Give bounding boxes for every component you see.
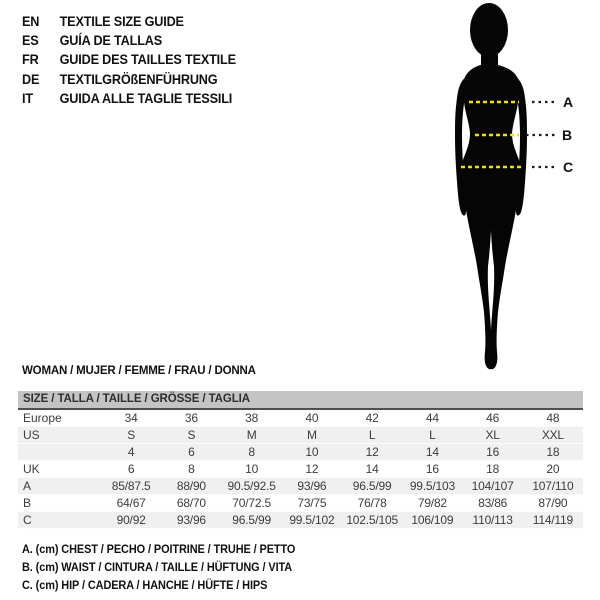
size-cell: 6 <box>127 462 135 476</box>
size-cell: 79/82 <box>417 496 447 510</box>
row-label: A <box>23 479 32 493</box>
woman-silhouette <box>455 3 527 369</box>
size-cell: 18 <box>486 462 500 476</box>
size-cell: 93/96 <box>176 513 206 527</box>
language-code: DE <box>22 71 40 87</box>
size-cell: 102.5/105 <box>346 513 398 527</box>
size-cell: 42 <box>365 411 379 425</box>
size-cell: 106/109 <box>411 513 454 527</box>
language-label: GUIDE DES TAILLES TEXTILE <box>59 52 236 68</box>
measure-label-A: A <box>563 94 574 110</box>
size-table-body <box>18 410 583 529</box>
size-cell: 12 <box>305 462 319 476</box>
measure-label-B: B <box>562 127 573 143</box>
size-cell: 8 <box>188 462 195 476</box>
size-cell: 76/78 <box>357 496 387 510</box>
size-cell: 90/92 <box>116 513 146 527</box>
size-cell: 14 <box>425 445 439 459</box>
size-cell: 34 <box>124 411 138 425</box>
silhouette-right-leg <box>489 168 522 369</box>
table-row <box>18 512 583 529</box>
size-cell: 40 <box>305 411 319 425</box>
size-table <box>18 391 583 529</box>
size-cell: 85/87.5 <box>111 479 151 493</box>
size-cell: 44 <box>425 411 439 425</box>
language-code: FR <box>22 52 39 68</box>
size-cell: 36 <box>184 411 198 425</box>
size-cell: 16 <box>486 445 500 459</box>
language-row <box>22 50 236 69</box>
size-cell: 38 <box>245 411 259 425</box>
size-cell: 48 <box>546 411 560 425</box>
row-label: US <box>23 428 40 442</box>
size-cell: 88/90 <box>176 479 206 493</box>
language-row <box>22 12 236 31</box>
size-cell: M <box>306 428 317 442</box>
legend-line: C. (cm) HIP / CADERA / HANCHE / HÜFTE / HIPS <box>22 580 268 593</box>
table-row <box>18 410 583 427</box>
size-cell: 6 <box>188 445 195 459</box>
table-row <box>18 444 583 461</box>
size-cell: 87/90 <box>538 496 568 510</box>
size-table-header: SIZE / TALLA / TAILLE / GRÖSSE / TAGLIA <box>18 391 583 410</box>
measure-label-C: C <box>563 159 574 175</box>
table-row <box>18 461 583 478</box>
size-cell: 114/119 <box>532 513 573 527</box>
woman-silhouette-figure <box>428 0 600 378</box>
size-cell: 68/70 <box>176 496 206 510</box>
table-row <box>18 427 583 444</box>
size-cell: S <box>127 428 136 442</box>
size-cell: 14 <box>365 462 379 476</box>
row-label: UK <box>23 462 40 476</box>
measurement-legend <box>22 541 295 596</box>
size-cell: XXL <box>541 428 564 442</box>
language-code: ES <box>22 33 39 49</box>
language-label: TEXTILGRÖßENFÜHRUNG <box>59 71 218 87</box>
size-cell: 20 <box>546 462 560 476</box>
size-cell: 107/110 <box>532 479 574 493</box>
size-cell: 10 <box>245 462 259 476</box>
language-row <box>22 31 236 50</box>
row-label: C <box>23 513 32 527</box>
size-cell: S <box>187 428 196 442</box>
size-cell: 16 <box>425 462 439 476</box>
legend-line: A. (cm) CHEST / PECHO / POITRINE / TRUHE / PETTO <box>22 544 296 556</box>
legend-line: B. (cm) WAIST / CINTURA / TAILLE / HÜFTUNG / VITA <box>22 562 293 575</box>
woman-silhouette-svg <box>428 0 600 378</box>
size-cell: 10 <box>305 445 319 459</box>
row-label: B <box>23 496 32 510</box>
language-code: IT <box>22 90 33 106</box>
silhouette-left-leg <box>460 168 493 369</box>
size-cell: 4 <box>127 445 135 459</box>
size-cell: 46 <box>486 411 500 425</box>
language-label: GUIDA ALLE TAGLIE TESSILI <box>59 90 233 106</box>
language-header <box>22 12 236 108</box>
size-cell: 93/96 <box>297 479 327 493</box>
table-row <box>18 478 583 495</box>
language-label: GUÍA DE TALLAS <box>59 33 163 49</box>
size-cell: 73/75 <box>297 496 327 510</box>
row-label: Europe <box>23 411 62 425</box>
size-cell: 99.5/102 <box>289 513 335 527</box>
language-code: EN <box>22 14 40 29</box>
size-cell: 8 <box>248 445 255 459</box>
size-cell: 12 <box>365 445 379 459</box>
language-label: TEXTILE SIZE GUIDE <box>59 14 184 29</box>
language-row <box>22 89 236 108</box>
table-group-title: WOMAN / MUJER / FEMME / FRAU / DONNA <box>22 363 256 377</box>
size-cell: 90.5/92.5 <box>227 479 276 493</box>
size-cell: L <box>368 428 376 442</box>
table-row <box>18 495 583 512</box>
size-cell: XL <box>485 428 500 442</box>
size-cell: 18 <box>546 445 560 459</box>
size-cell: 96.5/99 <box>352 479 392 493</box>
size-cell: L <box>429 428 436 442</box>
size-cell: 64/67 <box>116 496 146 510</box>
size-cell: 83/86 <box>478 496 508 510</box>
language-row <box>22 70 236 89</box>
size-cell: 96.5/99 <box>232 513 271 527</box>
size-cell: 104/107 <box>471 479 514 493</box>
size-cell: M <box>246 428 257 442</box>
size-cell: 99.5/103 <box>409 479 455 493</box>
size-cell: 70/72.5 <box>232 496 271 510</box>
size-cell: 110/113 <box>472 513 513 527</box>
